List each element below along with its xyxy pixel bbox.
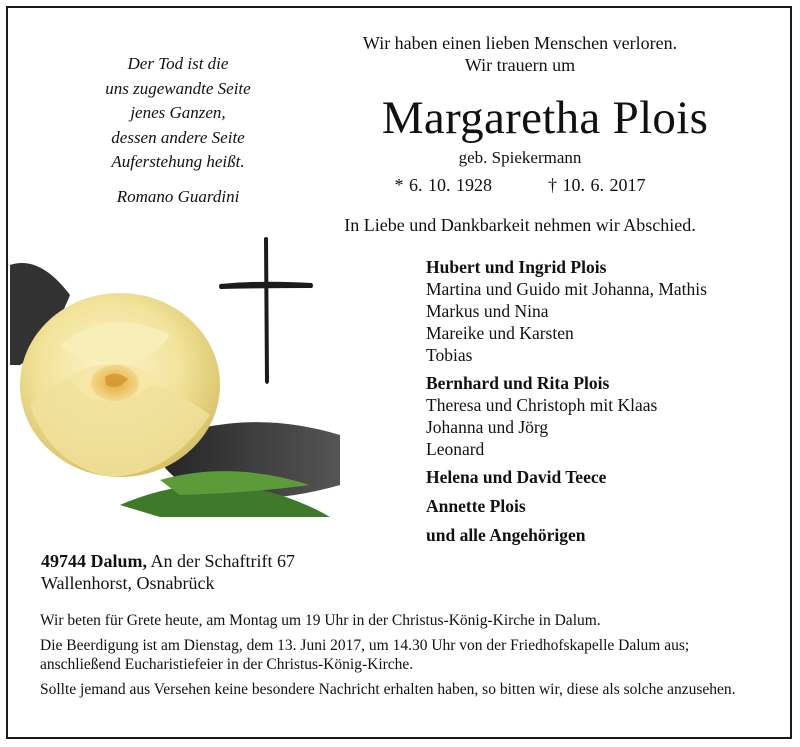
family-member: Martina und Guido mit Johanna, Mathis [426, 279, 707, 299]
death-date: † 10. 6. 2017 [548, 175, 646, 195]
cross-icon [212, 232, 322, 392]
quote-line: Auferstehung heißt. [111, 152, 245, 171]
intro-text [330, 32, 710, 76]
family-head: Annette Plois [426, 496, 526, 516]
farewell-text: In Liebe und Dankbarkeit nehmen wir Abschied. [344, 215, 696, 235]
intro-line-2: Wir trauern um [464, 55, 576, 75]
street: An der Schaftrift 67 [150, 551, 295, 571]
family-member: Tobias [426, 345, 473, 365]
family-head: Hubert und Ingrid Plois [426, 257, 607, 277]
life-dates [330, 174, 710, 196]
quote-block [60, 52, 296, 209]
quote-line: Der Tod ist die [127, 54, 229, 73]
family-group [426, 495, 786, 517]
family-group [426, 466, 786, 488]
family-member: Theresa und Christoph mit Klaas [426, 395, 658, 415]
postcode-city: 49744 Dalum, [41, 551, 148, 571]
intro-line-1: Wir haben einen lieben Menschen verloren. [362, 33, 678, 53]
address-line-2: Wallenhorst, Osnabrück [41, 573, 215, 593]
quote-author: Romano Guardini [116, 186, 240, 206]
deceased-name: Margaretha Plois [381, 92, 709, 144]
address-block [41, 550, 371, 594]
birth-date: * 6. 10. 1928 [394, 175, 492, 195]
family-group [426, 372, 786, 460]
family-group [426, 256, 786, 366]
family-head: Helena und David Teece [426, 467, 607, 487]
notification-note: Sollte jemand aus Versehen keine besondere Nachricht erhalten haben, so bitten wir, diese als solche anzusehen. [40, 681, 736, 698]
family-head: Bernhard und Rita Plois [426, 373, 610, 393]
quote-line: jenes Ganzen, [130, 103, 226, 122]
family-member: Markus und Nina [426, 301, 549, 321]
family-head: und alle Angehörigen [426, 525, 586, 545]
family-member: Johanna und Jörg [426, 417, 549, 437]
family-member: Mareike und Karsten [426, 323, 574, 343]
prayer-note: Wir beten für Grete heute, am Montag um 19 Uhr in der Christus-König-Kirche in Dalum. [40, 612, 601, 629]
family-member: Leonard [426, 439, 485, 459]
mourners-list [426, 256, 786, 553]
address-line-1 [41, 550, 371, 572]
maiden-name: geb. Spiekermann [458, 148, 582, 167]
notes-block [40, 611, 772, 705]
quote-line: uns zugewandte Seite [105, 78, 251, 98]
funeral-note: Die Beerdigung ist am Dienstag, dem 13. Juni 2017, um 14.30 Uhr von der Friedhofskapelle Dalum aus; anschließend Eucharistiefeier in der Christus-König-Kirche. [40, 637, 690, 673]
quote-line: dessen andere Seite [111, 127, 245, 147]
family-group [426, 524, 786, 546]
